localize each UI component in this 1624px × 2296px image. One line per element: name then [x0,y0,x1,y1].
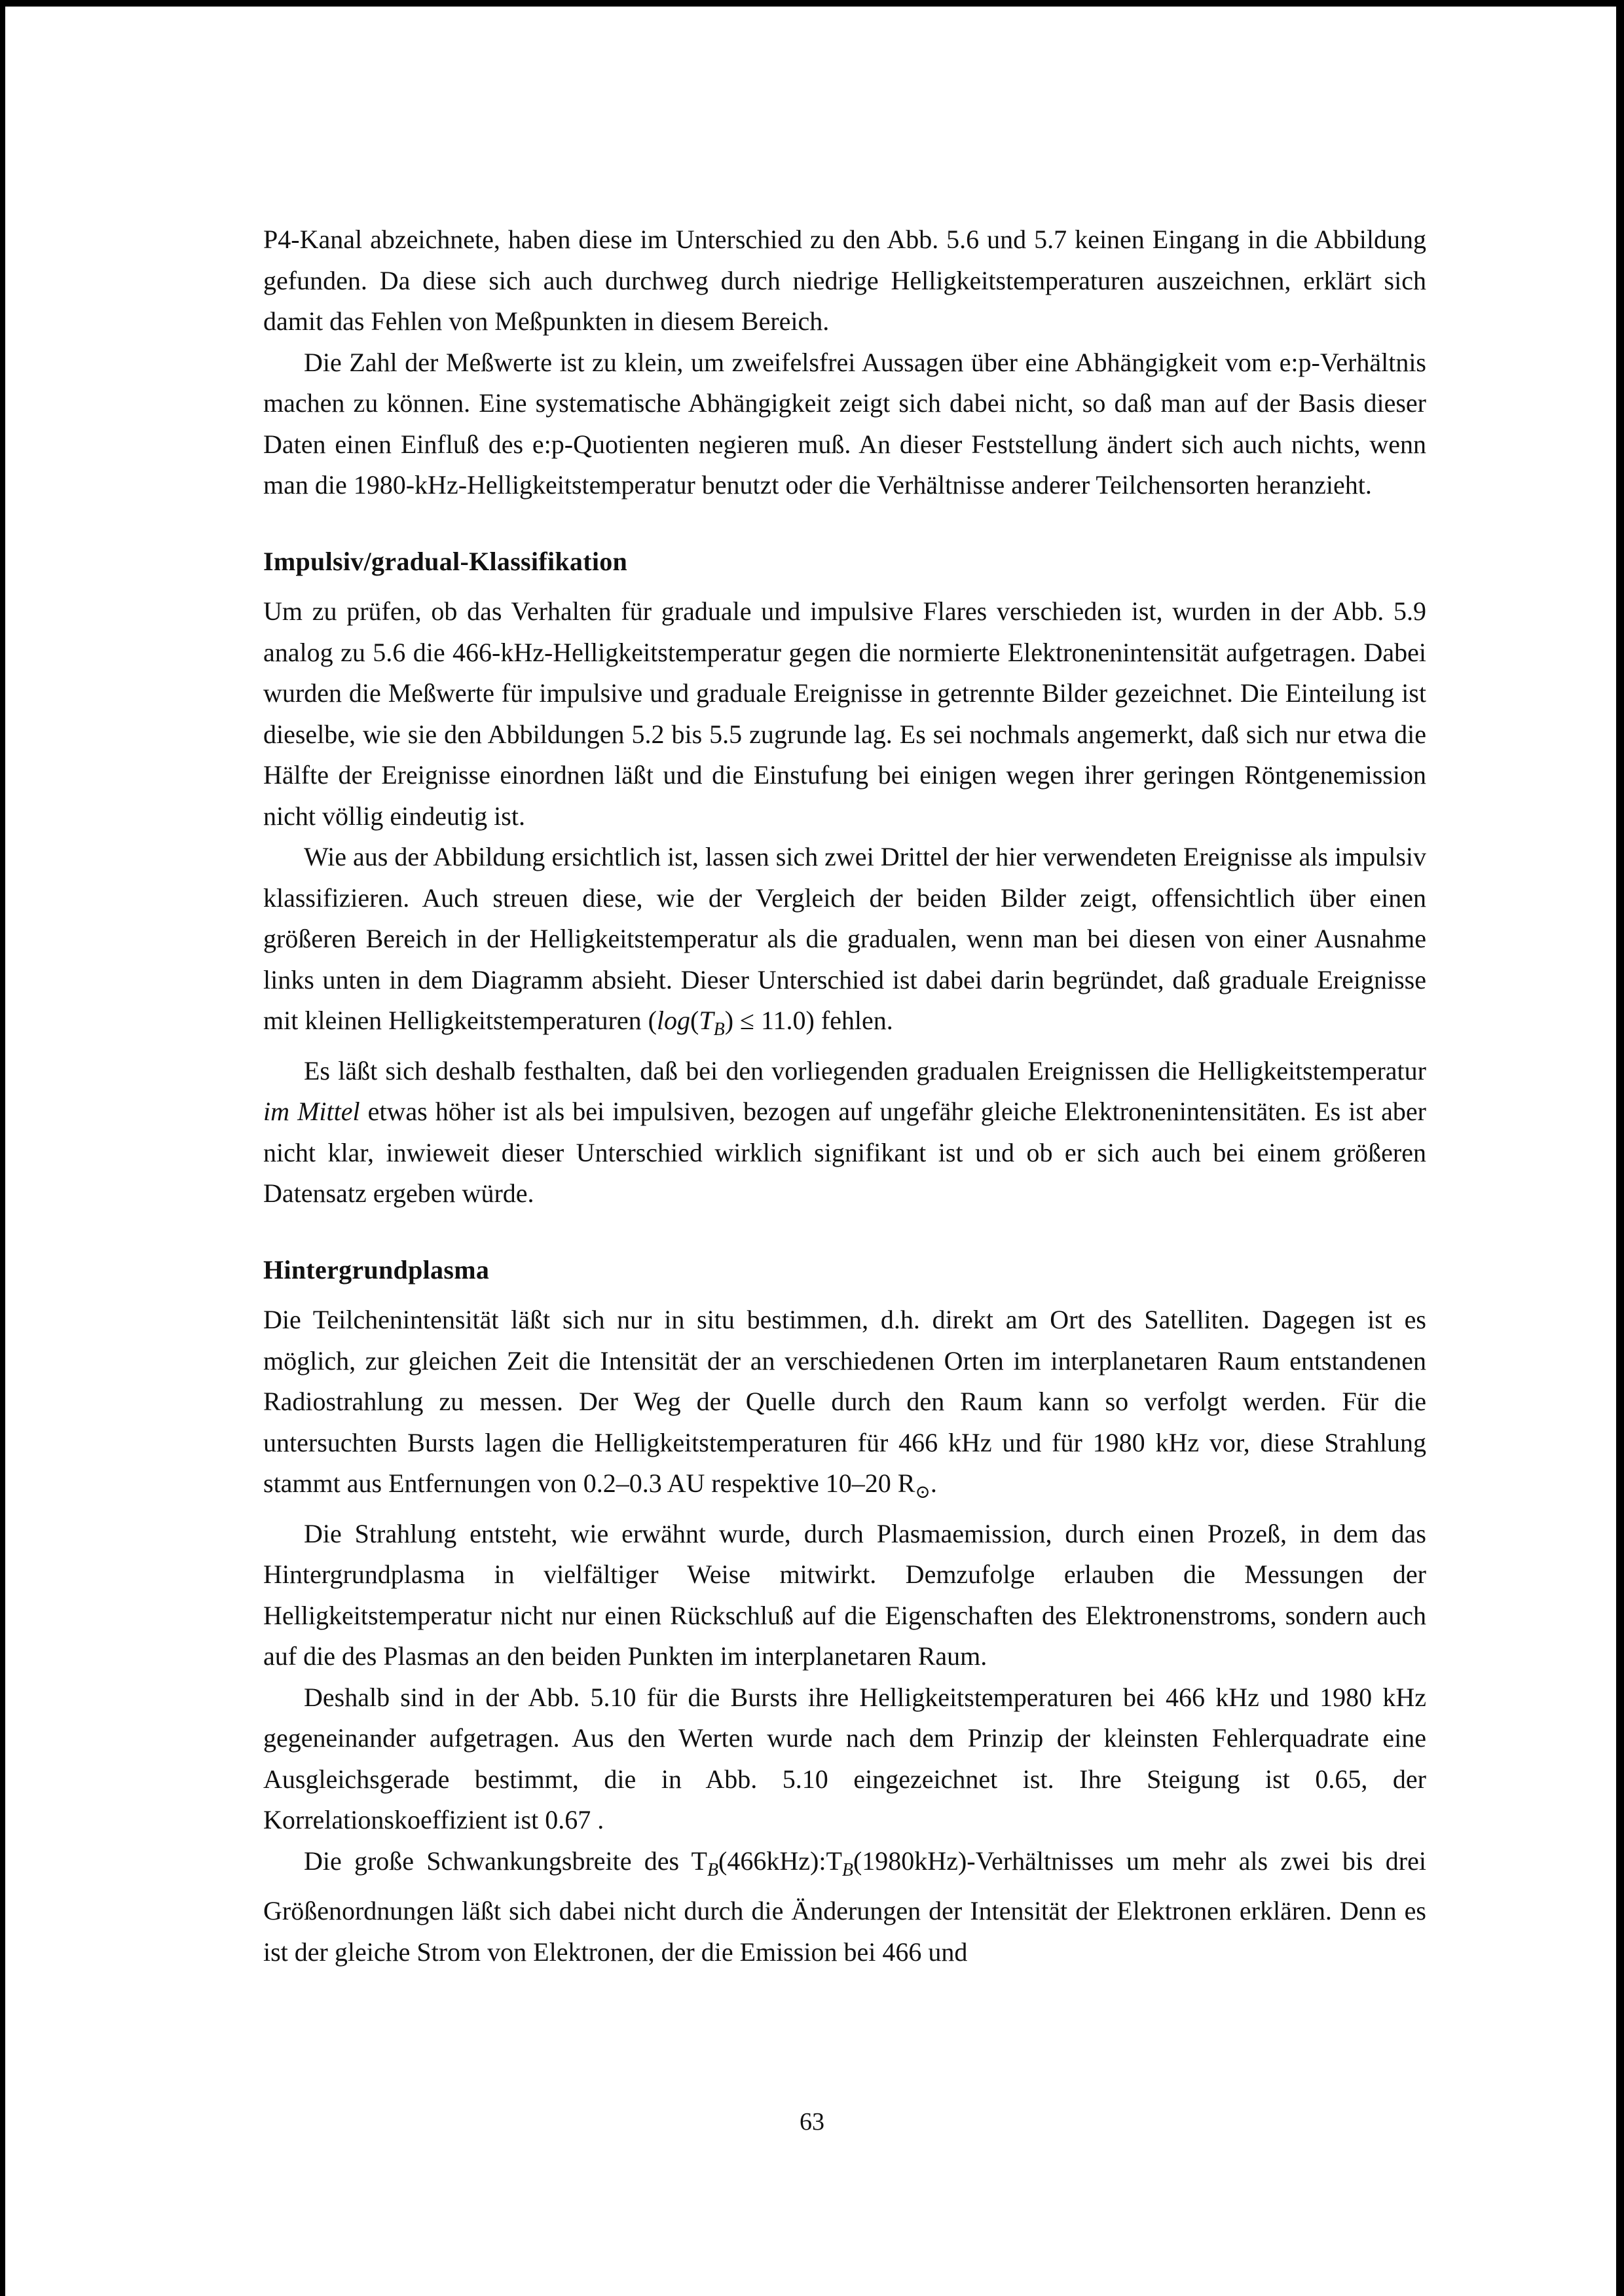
paragraph-text: (1980kHz)-Verhältnisses um mehr als zwei bis drei Größenordnungen läßt sich dabei nicht durch die Änderungen der Intensität der Elektronen erklären. Denn es ist der gleiche Strom von Elektronen, der die Emission bei 466 und [263,1846,1426,1967]
formula-t: T [699,1006,714,1035]
section-heading-impulsiv-gradual: Impulsiv/gradual-Klassifikation [263,546,628,576]
page-border-right [1616,0,1624,2296]
paragraph-text: (466kHz):T [718,1846,842,1876]
paragraph-text: Die Teilchenintensität läßt sich nur in situ bestimmen, d.h. direkt am Ort des Satelliten. Dagegen ist es möglich, zur gleichen Zeit die Intensität der an verschiedenen Orten im interplanetaren Raum entstandenen Radiostrahlung zu messen. Der Weg der Quelle durch den Raum kann so verfolgt werden. Für die untersuchten Bursts lagen die Helligkeitstemperaturen für 466 kHz und für 1980 kHz vor, diese Strahlung stammt aus Entfernungen von 0.2–0.3 AU respektive 10–20 R [263,1305,1426,1498]
page-number: 63 [800,2108,824,2136]
subscript-b: B [707,1859,719,1880]
paragraph-intro-2: Die Zahl der Meßwerte ist zu klein, um zweifelsfrei Aussagen über eine Abhängigkeit vom e:p-Verhältnis machen zu können. Eine systematische Abhängigkeit zeigt sich dabei nicht, so daß man auf der Basis dieser Daten einen Einfluß des e:p-Quotienten negieren muß. An dieser Feststellung ändert sich auch nichts, wenn man die 1980-kHz-Helligkeitstemperatur benutzt oder die Verhältnisse anderer Teilchensorten heranzieht. [263,347,1426,500]
paragraph-plasma-1 [263,1300,1426,1514]
emphasis-im-mittel: im Mittel [263,1097,360,1126]
subscript-b: B [841,1859,853,1880]
section-heading-hintergrundplasma: Hintergrundplasma [263,1254,490,1285]
paragraph-klassifikation-2 [263,837,1426,1051]
page-border-left [0,0,5,2296]
paragraph-text: Wie aus der Abbildung ersichtlich ist, lassen sich zwei Drittel der hier verwendeten Ereignisse als impulsiv klassifizieren. Auch streuen diese, wie der Vergleich der beiden Bilder zeigt, offensichtlich über einen größeren Bereich in der Helligkeitstemperatur als die gradualen, wenn man bei diesen von einer Ausnahme links unten in dem Diagramm absieht. Dieser Unterschied ist dabei darin begründet, daß graduale Ereignisse mit kleinen Helligkeitstemperaturen ( [263,842,1426,1035]
document-body [263,219,1426,1973]
paragraph-text: . [930,1468,937,1498]
paragraph-text: ) fehlen. [805,1006,893,1035]
paragraph-plasma-4 [263,1841,1426,1973]
paragraph-klassifikation-1: Um zu prüfen, ob das Verhalten für graduale und impulsive Flares verschieden ist, wurden in der Abb. 5.9 analog zu 5.6 die 466-kHz-Helligkeitstemperatur gegen die normierte Elektronenintensität aufgetragen. Dabei wurden die Meßwerte für impulsive und graduale Ereignisse in getrennte Bilder gezeichnet. Die Einteilung ist dieselbe, wie sie den Abbildungen 5.2 bis 5.5 zugrunde lag. Es sei nochmals angemerkt, daß sich nur etwa die Hälfte der Ereignisse einordnen läßt und die Einstufung bei einigen wegen ihrer geringen Röntgenemission nicht völlig eindeutig ist. [263,596,1426,831]
page-border-top [0,0,1624,7]
paragraph-plasma-3: Deshalb sind in der Abb. 5.10 für die Bursts ihre Helligkeitstemperaturen bei 466 kHz und 1980 kHz gegeneinander aufgetragen. Aus den Werten wurde nach dem Prinzip der kleinsten Fehlerquadrate eine Ausgleichsgerade bestimmt, die in Abb. 5.10 eingezeichnet ist. Ihre Steigung ist 0.65, der Korrelationskoeffizient ist 0.67 . [263,1682,1426,1834]
sun-symbol-subscript: ⊙ [915,1482,931,1503]
paragraph-klassifikation-3 [263,1051,1426,1214]
formula-inline [656,1006,806,1040]
paragraph-plasma-2: Die Strahlung entsteht, wie erwähnt wurde, durch Plasmaemission, durch einen Prozeß, in dem das Hintergrundplasma in vielfältiger Weise mitwirkt. Demzufolge erlauben die Messungen der Helligkeitstemperatur nicht nur einen Rückschluß auf die Eigenschaften des Elektronenstroms, sondern auch auf die des Plasmas an den beiden Punkten im interplanetaren Raum. [263,1518,1426,1671]
formula-subscript-b: B [713,1019,725,1040]
paragraph-text: Die große Schwankungsbreite des T [304,1846,707,1876]
paragraph-intro-1: P4-Kanal abzeichnete, haben diese im Unterschied zu den Abb. 5.6 und 5.7 keinen Eingang in die Abbildung gefunden. Da diese sich auch durchweg durch niedrige Helligkeitstemperaturen auszeichnen, erklärt sich damit das Fehlen von Meßpunkten in diesem Bereich. [263,225,1426,336]
formula-inequality: ) ≤ 11.0 [724,1006,806,1035]
formula-log: log [656,1006,691,1035]
paragraph-text: etwas höher ist als bei impulsiven, bezogen auf ungefähr gleiche Elektronenintensitäten. Es ist aber nicht klar, inwieweit dieser Unterschied wirklich signifikant ist und ob er sich auch bei einem größeren Datensatz ergeben würde. [263,1097,1426,1208]
paragraph-text: Es läßt sich deshalb festhalten, daß bei den vorliegenden gradualen Ereignissen die Helligkeitstemperatur [304,1055,1426,1085]
formula-paren: ( [690,1006,699,1035]
